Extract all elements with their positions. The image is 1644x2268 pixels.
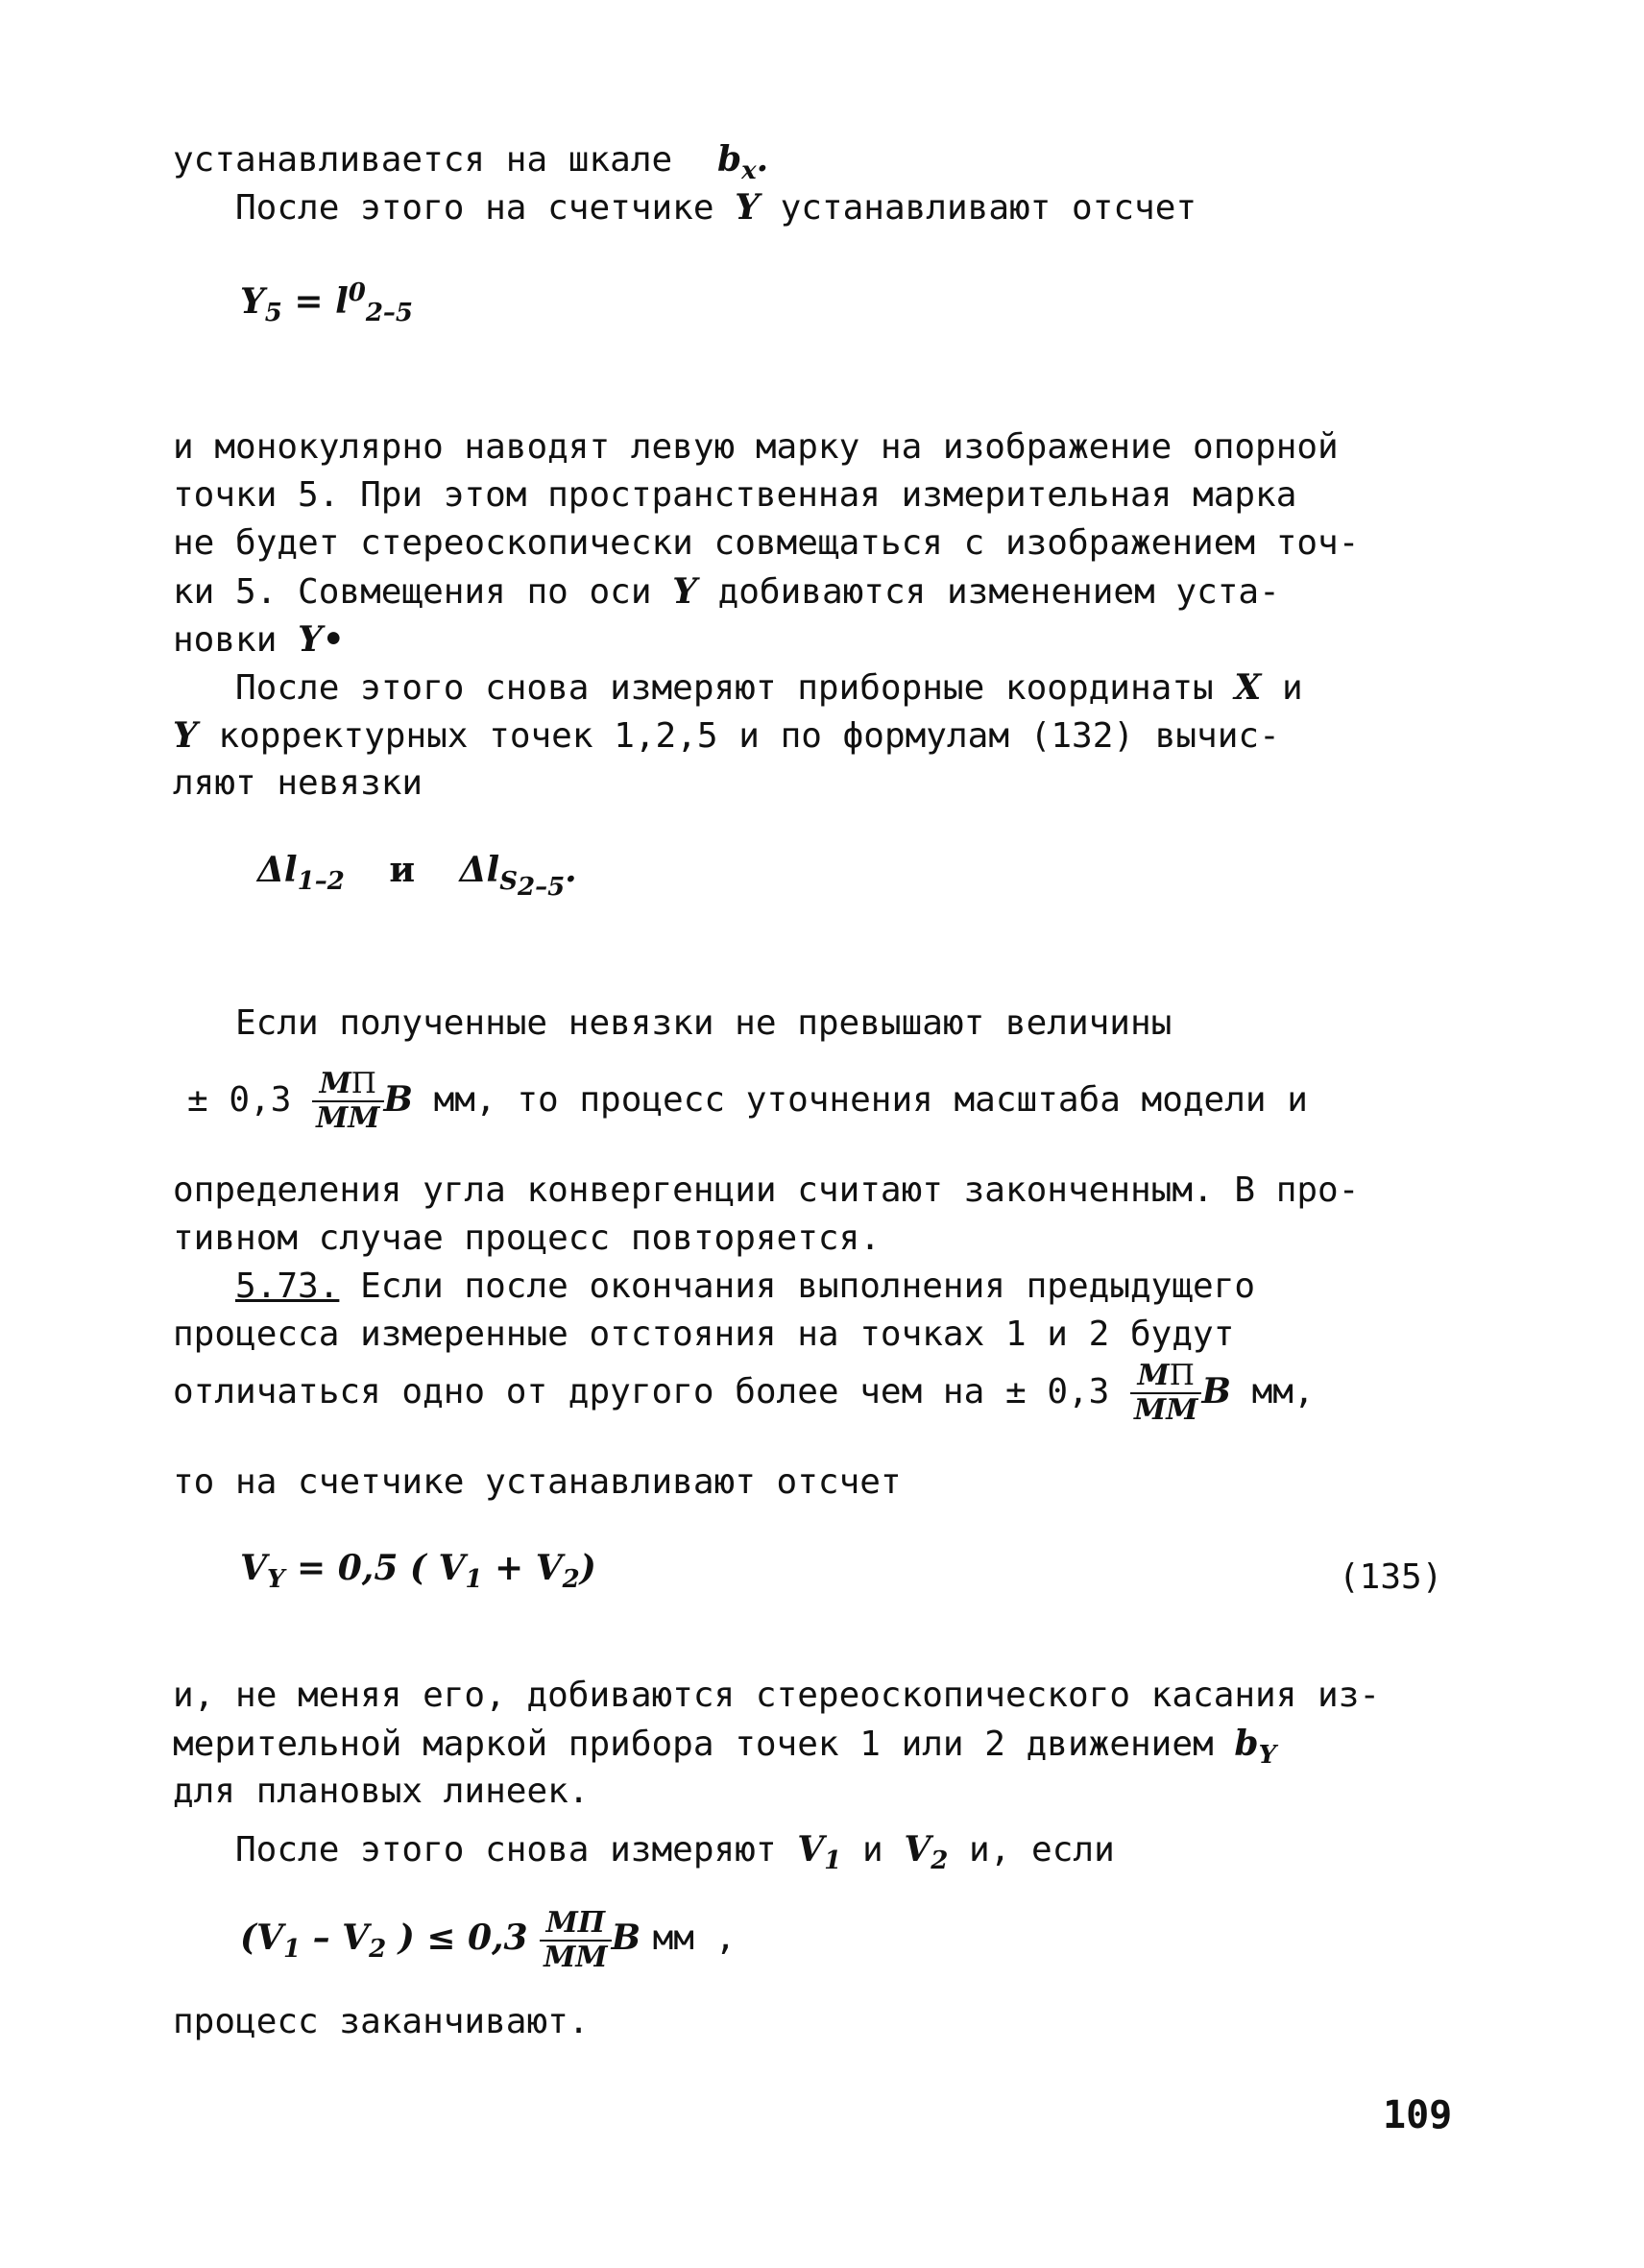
text-line: ляют невязки <box>173 763 423 803</box>
text-line: то на счетчике устанавливают отсчет <box>173 1462 902 1502</box>
section-number: 5.73. <box>235 1267 340 1306</box>
text-line: и, не меняя его, добиваются стереоскопического касания из- <box>173 1676 1381 1715</box>
text-line: После этого снова измеряют приборные координаты X и <box>235 667 1303 708</box>
text-line: новки Y• <box>173 619 345 660</box>
symbol-Y: Y <box>735 187 760 228</box>
fraction-mp-mm: $\frac{MП}{MM}$ <box>312 1068 383 1135</box>
text-line: тивном случае процесс повторяется. <box>173 1218 881 1258</box>
formula-delta-l: $\Delta l_{1-2}$ и $\Delta l_{S_{2-5}}$. <box>257 850 577 903</box>
text: устанавливают отсчет <box>780 188 1197 228</box>
text-line: процесс заканчивают. <box>173 2002 590 2041</box>
text-line: ± 0,3 $\frac{MП}{MM}$ B мм, то процесс уточнения масштаба модели и <box>187 1067 1308 1135</box>
text-line: 5.73. Если после окончания выполнения предыдущего <box>235 1267 1256 1306</box>
text-line: Y корректурных точек 1,2,5 и по формулам (132) вычис- <box>173 715 1280 756</box>
text-line: ки 5. Совмещения по оси Y добиваются изменением уста- <box>173 571 1280 612</box>
equation-number: (135) <box>1339 1557 1443 1597</box>
text-line: определения угла конвергенции считают законченным. В про- <box>173 1170 1360 1210</box>
fraction-mp-mm: $\frac{MП}{MM}$ <box>540 1907 611 1974</box>
text-line: мерительной маркой прибора точек 1 или 2 движением $b_Y$ <box>173 1724 1277 1771</box>
fraction-mp-mm: $\frac{MП}{MM}$ <box>1130 1360 1201 1427</box>
text: устанавливается на шкале <box>173 140 673 180</box>
page-number: 109 <box>1383 2093 1453 2137</box>
text-line: процесса измеренные отстояния на точках 1 и 2 будут <box>173 1315 1235 1354</box>
text-line: и монокулярно наводят левую марку на изображение опорной <box>173 427 1339 467</box>
text-line <box>235 184 1197 231</box>
formula-inequality: ($V_1 - V_2$ ) ≤ 0,3 $\frac{MП}{MM}$ B мм , <box>240 1906 737 1974</box>
formula-135: $V_Y = 0,5$ ( $V_1 + V_2$) <box>240 1548 596 1595</box>
text-line: точки 5. При этом пространственная измерительная марка <box>173 475 1297 515</box>
symbol-bx: $b_x$. <box>716 139 769 186</box>
text-line: для плановых линеек. <box>173 1772 590 1811</box>
text-line: Если полученные невязки не превышают величины <box>235 1003 1173 1043</box>
text: После этого на счетчике <box>235 188 714 228</box>
formula-y5: $Y_5 = l^0_{2-5}$ <box>240 278 414 328</box>
text-line: не будет стереоскопически совмещаться с изображением точ- <box>173 523 1360 563</box>
text-line: После этого снова измеряют $V_1$ и $V_2$ и, если <box>235 1829 1115 1876</box>
text-line: отличаться одно от другого более чем на ± 0,3 $\frac{MП}{MM}$ B мм, <box>173 1359 1315 1427</box>
